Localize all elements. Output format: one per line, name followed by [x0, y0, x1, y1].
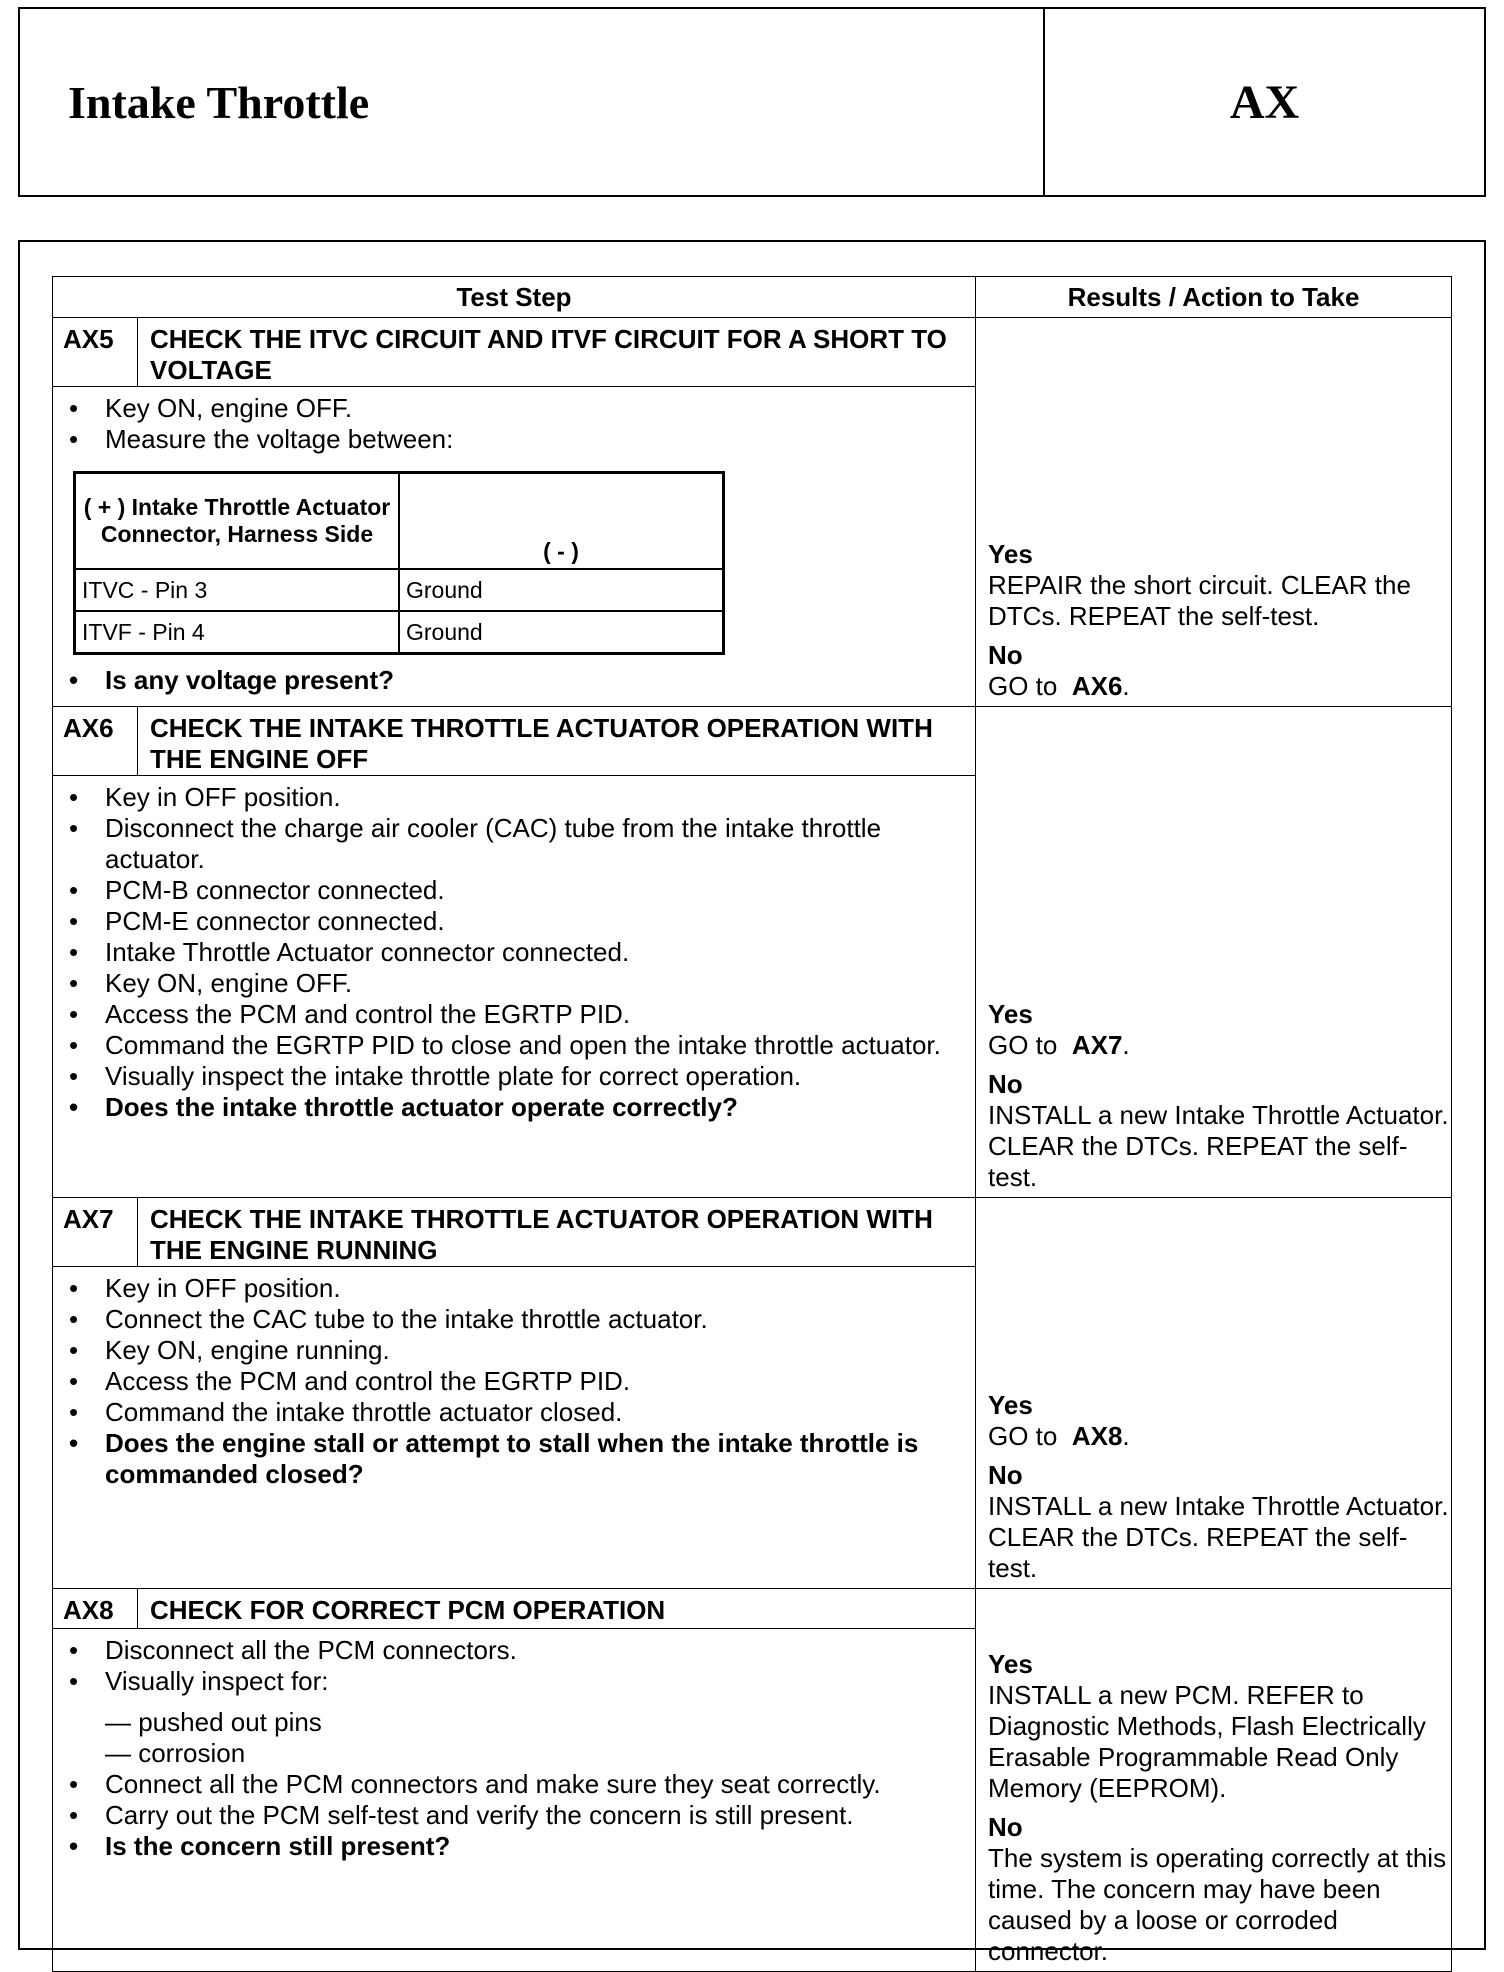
- step-title-ax6: CHECK THE INTAKE THROTTLE ACTUATOR OPERATION WITH THE ENGINE OFF: [138, 707, 976, 776]
- step-ref-link: AX8: [1071, 1421, 1123, 1451]
- no-action: INSTALL a new Intake Throttle Actuator.: [988, 1491, 1449, 1521]
- voltage-col-minus: ( - ): [399, 473, 724, 570]
- step-bullets: [63, 1635, 965, 1697]
- table-row: [53, 1198, 1452, 1267]
- result-ax8: [976, 1589, 1452, 1972]
- list-item: • Carry out the PCM self-test and verify the concern is still present.: [63, 1800, 965, 1831]
- step-question: • Is any voltage present?: [63, 665, 965, 696]
- step-question-list: [63, 665, 965, 696]
- step-bullets: [63, 1769, 965, 1862]
- voltage-col-plus: ( + ) Intake Throttle Actuator Connector, Harness Side: [75, 473, 400, 570]
- list-item: • Key ON, engine OFF.: [63, 393, 965, 424]
- step-body-ax8: [53, 1629, 976, 1972]
- yes-action-text: GO to: [988, 1030, 1058, 1060]
- step-ref-link: AX7: [1071, 1030, 1123, 1060]
- no-action: INSTALL a new Intake Throttle Actuator.: [988, 1100, 1449, 1130]
- list-item: • Key in OFF position.: [63, 782, 965, 813]
- step-ref-link: AX6: [1071, 671, 1123, 701]
- step-question: • Is the concern still present?: [63, 1831, 965, 1862]
- step-body-ax7: [53, 1267, 976, 1589]
- no-action-2: CLEAR the DTCs. REPEAT the self-test.: [988, 1522, 1408, 1583]
- header-title-cell: [20, 9, 1045, 195]
- table-row: [53, 318, 1452, 387]
- sub-list-item: — corrosion: [105, 1738, 246, 1768]
- step-question: • Does the engine stall or attempt to stall when the intake throttle is commanded closed?: [63, 1428, 965, 1490]
- no-action: [988, 671, 1451, 702]
- list-item: • Access the PCM and control the EGRTP PID.: [63, 1366, 965, 1397]
- no-label: No: [988, 1812, 1023, 1842]
- table-row: [75, 611, 724, 654]
- table-header-row: [53, 277, 1452, 318]
- diagnostic-table: [52, 276, 1452, 1972]
- result-ax6: [976, 707, 1452, 1198]
- voltage-cell: ITVF - Pin 4: [75, 611, 400, 654]
- list-item: • Connect the CAC tube to the intake throttle actuator.: [63, 1304, 965, 1335]
- table-row: [53, 1589, 1452, 1629]
- yes-label: Yes: [988, 1390, 1033, 1420]
- list-item: • Key ON, engine OFF.: [63, 968, 965, 999]
- page-title: Intake Throttle: [68, 76, 370, 128]
- list-item: • PCM-B connector connected.: [63, 875, 965, 906]
- yes-action-tail: .: [1122, 1030, 1130, 1060]
- col-header-test-step: Test Step: [53, 277, 976, 318]
- yes-action: REPAIR the short circuit. CLEAR the DTCs. REPEAT the self-test.: [988, 570, 1411, 631]
- sub-list-item: — pushed out pins: [105, 1707, 322, 1737]
- voltage-cell: Ground: [399, 611, 724, 654]
- result-ax5: [976, 318, 1452, 707]
- list-item: • Access the PCM and control the EGRTP PID.: [63, 999, 965, 1030]
- list-item: • Connect all the PCM connectors and make sure they seat correctly.: [63, 1769, 965, 1800]
- list-item: • Measure the voltage between:: [63, 424, 965, 455]
- voltage-cell: ITVC - Pin 3: [75, 569, 400, 611]
- list-item: • Intake Throttle Actuator connector connected.: [63, 937, 965, 968]
- header-code-cell: [1045, 9, 1484, 195]
- no-action-2: CLEAR the DTCs. REPEAT the self-test.: [988, 1131, 1408, 1192]
- list-item: • PCM-E connector connected.: [63, 906, 965, 937]
- table-row: [75, 569, 724, 611]
- step-bullets: [63, 393, 965, 455]
- step-id-ax5: AX5: [53, 318, 138, 387]
- step-bullets: [63, 782, 965, 1123]
- step-question: • Does the intake throttle actuator operate correctly?: [63, 1092, 965, 1123]
- no-label: No: [988, 1069, 1023, 1099]
- yes-action-text: GO to: [988, 1421, 1058, 1451]
- yes-action: [988, 1421, 1451, 1452]
- section-code: AX: [1229, 75, 1300, 129]
- voltage-cell: Ground: [399, 569, 724, 611]
- step-title-ax5: CHECK THE ITVC CIRCUIT AND ITVF CIRCUIT FOR A SHORT TO VOLTAGE: [138, 318, 976, 387]
- yes-action: [988, 1030, 1451, 1061]
- step-id-ax8: AX8: [53, 1589, 138, 1629]
- result-ax7: [976, 1198, 1452, 1589]
- col-header-results: Results / Action to Take: [976, 277, 1452, 318]
- list-item: • Key ON, engine running.: [63, 1335, 965, 1366]
- yes-action-tail: .: [1122, 1421, 1130, 1451]
- list-item: • Disconnect the charge air cooler (CAC) tube from the intake throttle actuator.: [63, 813, 965, 875]
- voltage-measure-table: [73, 471, 725, 655]
- yes-label: Yes: [988, 539, 1033, 569]
- no-action: The system is operating correctly at this time. The concern may have been caused by a loose or corroded connector.: [988, 1843, 1447, 1966]
- step-id-ax7: AX7: [53, 1198, 138, 1267]
- list-item: • Command the EGRTP PID to close and open the intake throttle actuator.: [63, 1030, 965, 1061]
- spacer: [63, 1697, 965, 1707]
- list-item: • Command the intake throttle actuator closed.: [63, 1397, 965, 1428]
- no-action-tail: .: [1122, 671, 1130, 701]
- step-id-ax6: AX6: [53, 707, 138, 776]
- no-label: No: [988, 640, 1023, 670]
- no-label: No: [988, 1460, 1023, 1490]
- no-action-text: GO to: [988, 671, 1058, 701]
- step-bullets: [63, 1273, 965, 1490]
- list-item: • Disconnect all the PCM connectors.: [63, 1635, 965, 1666]
- step-body-ax6: [53, 776, 976, 1198]
- list-item: • Visually inspect for:: [63, 1666, 965, 1697]
- list-item: • Visually inspect the intake throttle plate for correct operation.: [63, 1061, 965, 1092]
- yes-label: Yes: [988, 1649, 1033, 1679]
- table-row: [53, 707, 1452, 776]
- yes-action: INSTALL a new PCM. REFER to Diagnostic Methods, Flash Electrically Erasable Programmable Read Only Memory (EEPROM).: [988, 1680, 1426, 1803]
- step-body-ax5: [53, 387, 976, 707]
- step-title-ax8: CHECK FOR CORRECT PCM OPERATION: [138, 1589, 976, 1629]
- list-item: • Key in OFF position.: [63, 1273, 965, 1304]
- page-header: [18, 7, 1486, 197]
- yes-label: Yes: [988, 999, 1033, 1029]
- step-title-ax7: CHECK THE INTAKE THROTTLE ACTUATOR OPERATION WITH THE ENGINE RUNNING: [138, 1198, 976, 1267]
